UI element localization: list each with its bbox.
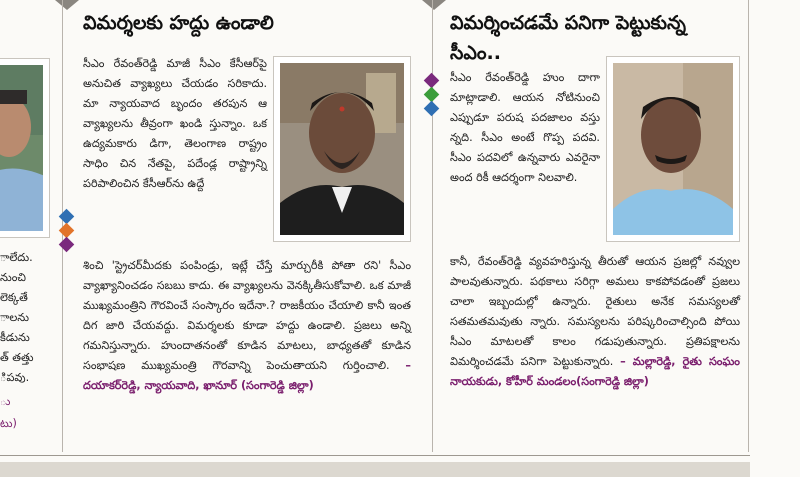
author-photo xyxy=(273,56,411,242)
article-body-text: కానీ, రేవంత్‌రెడ్డి వ్యవహరిస్తున్న తీరుతో ఆయన ప్రజల్లో నవ్వుల పాలవుతున్నారు. పథకాలు సరిగ్గా అమలు కాకపోవడంతో ప్రజలు చాలా ఇబ్బందుల్లో ఉన్నారు. రైతులు అనేక సమస్యలతో సతమతమవుతు న్నారు. సమస్యలను పరిష్కరించాల్సింది పోయి సీఎం మాటలతో కాలం గడుపుతున్నారు. ప్రతిపక్షాలను విమర్శించడమే పనిగా పెట్టుకున్నారు. – మల్లారెడ్డి, రైతు సంఘం నాయకుడు, కోహీర్ మండలం(సంగారెడ్డి జిల్లా) xyxy=(450,255,740,388)
left-portrait-image xyxy=(0,65,43,231)
article-body-text: శించి 'స్ట్రెచర్‌మీదకు పంపిండ్రు, ఇట్లే చేస్తే మార్చురీకి పోతా రని' సీఎం వ్యాఖ్యానించడం సబబు కాదు. ఈ వ్యాఖ్యలను వెనక్కితీసుకోవాలి. ఒక మాజీ ముఖ్యమంత్రిని గౌరవించే సంస్కారం ఇదేనా.? రాజకీయం చేయాలి కానీ ఇంత దిగ జారి చేయవద్దు. విమర్శలకు కూడా హద్దు ఉండాలి. ప్రజలు అన్ని గమనిస్తున్నారు. హుందాతనంతో కూడిన మాటలు, బాధ్యతతో కూడిన సంభాషణ ముఖ్యమంత్రి గౌరవాన్ని పెంచుతాయని గుర్తించాలి. – దయాకర్‌రెడ్డి, న్యాయవాది, ఖానూర్ (సంగారెడ్డి జిల్లా) xyxy=(83,259,411,392)
portrait-image xyxy=(613,63,733,235)
left-text-fragment: ిపవు. xyxy=(0,371,30,384)
left-byline-fragment: ు xyxy=(0,395,11,408)
left-text-fragment: త్ తత్తు xyxy=(0,351,34,364)
left-photo xyxy=(0,58,50,238)
article-byline: – దయాకర్‌రెడ్డి, న్యాయవాది, ఖానూర్ (సంగారెడ్డి జిల్లా) xyxy=(83,359,411,392)
left-byline-fragment: టు) xyxy=(0,417,17,430)
bottom-rule xyxy=(0,455,750,456)
article-body-text: సీఎం రేవంత్‌రెడ్డి మాజీ సీఎం కేసీఆర్‌పై అనుచిత వ్యాఖ్యలు చేయడం సరికాదు. మా న్యాయవాద బృందం తరపున ఆ వ్యాఖ్యలను తీవ్రంగా ఖండి స్తున్నాం. ఒక ఉద్యమకారు డిగా, తెలంగాణ రాష్ట్రం సాధిం చిన నేతపై, పదేండ్ల రాష్ట్రాన్ని పరిపాలించిన కేసీఆర్‌ను ఉద్దే xyxy=(83,57,267,190)
portrait-image xyxy=(280,63,404,235)
left-text-fragment: ాలేదు. xyxy=(0,251,33,264)
left-cropped-column xyxy=(0,0,55,455)
article-headline: విమర్శించడమే పనిగా పెట్టుకున్న సీఎం.. xyxy=(450,12,686,64)
bottom-band xyxy=(0,462,750,477)
column-divider xyxy=(432,0,433,452)
left-text-fragment: ాలను xyxy=(0,311,30,324)
article-body-text: సీఎం రేవంత్‌రెడ్డి హుం దాగా మాట్లాడాలి. ఆయన నోటినుంచి ఎప్పుడూ పరుష పదజాలం వస్తు న్నది. సీఎం అంటే గొప్ప పదవి. సీఎం పదవిలో ఉన్నవారు ఎవరైనా అంద రికీ ఆదర్శంగా నిలవాలి. xyxy=(450,71,600,184)
left-text-fragment: కీడును xyxy=(0,331,30,344)
author-photo xyxy=(606,56,740,242)
left-text-fragment: లెక్కతే xyxy=(0,291,28,304)
divider-diamonds xyxy=(423,72,439,117)
article-byline: – మల్లారెడ్డి, రైతు సంఘం నాయకుడు, కోహీర్ మండలం(సంగారెడ్డి జిల్లా) xyxy=(450,355,740,388)
left-text-fragment: నుంచి xyxy=(0,271,26,284)
article-column xyxy=(65,0,417,455)
article-column xyxy=(440,0,745,455)
diamond-icon xyxy=(423,101,439,117)
column-divider xyxy=(748,0,749,452)
article-headline: విమర్శలకు హద్దు ఉండాలి xyxy=(83,12,274,34)
